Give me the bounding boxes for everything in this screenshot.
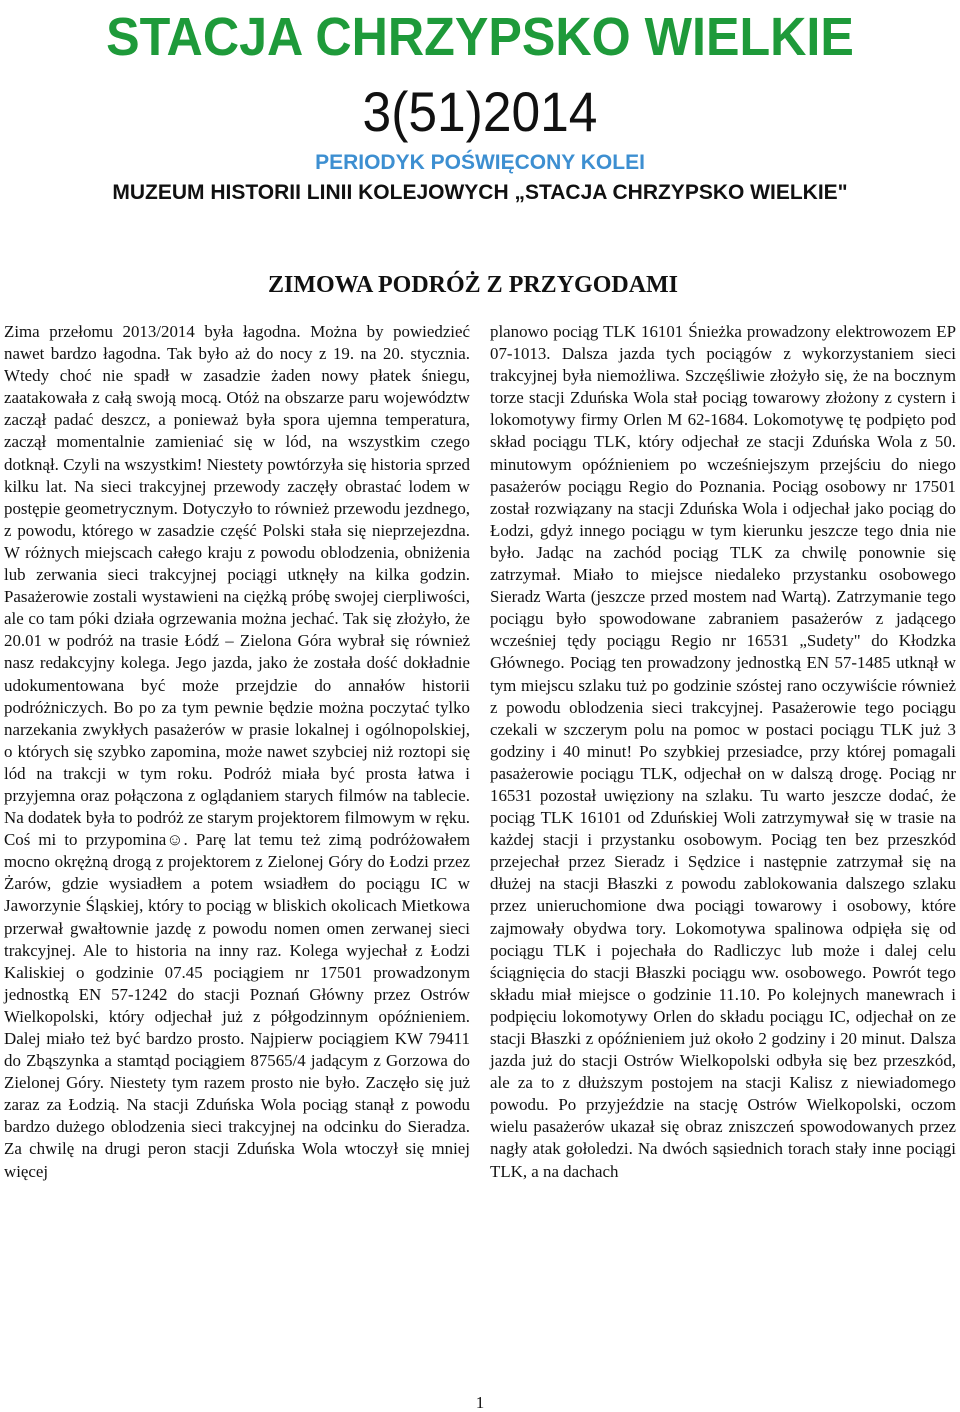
article-column-right: planowo pociąg TLK 16101 Śnieżka prowadzony elektrowozem EP 07-1013. Dalsza jazda tych pociągów z wykorzystaniem sieci trakcyjnej była niemożliwa. Szczęśliwie złożyło się, że na bocznym torze stacji Zduńska Wola stał pociąg towarowy złożony z cystern i lokomotywy firmy Orlen M 62-1684. Lokomotywę tę podpięto pod skład pociągu TLK, który odjechał ze stacji Zduńska Wola z 50. minutowym opóźnieniem po wcześniejszym przejściu do niego pasażerów pociągu Regio do Poznania. Pociąg osobowy nr 17501 został rozwiązany na stacji Zduńska Wola i odjechał jako pociąg do Łodzi, gdyż innego pociągu w tym kierunku jeszcze tego dnia nie było. Jadąc na zachód pociąg TLK za chwilę ponownie się zatrzymał. Miało to miejsce niedaleko przystanku osobowego Sieradz Warta (jeszcze przed mostem nad Wartą). Zatrzymanie tego pociągu było spowodowane zabraniem pasażerów z jadącego wcześniej tędy pociągu Regio nr 16531 „Sudety" do Kłodzka Głównego. Pociąg ten prowadzony jednostką EN 57-1485 utknął w tym miejscu szlaku tuż po godzinie szóstej rano oczywiście również z powodu oblodzenia sieci trakcyjnej. Pasażerowie tego pociągu czekali w szczerym polu na pomoc w postaci pociągu TLK już 3 godziny i 40 minut! Po szybkiej przesiadce, przy której pomagali pasażerowie pociągu TLK, odjechał on w dalszą drogę. Pociąg nr 16531 pozostał uwięziony na szlaku. Tu warto jeszcze dodać, że pociąg TLK 16101 od Zduńskiej Woli zatrzymywał się w trasie na każdej stacji i przystanku osobowym. Pociąg ten bez przeszkód przejechał przez Sieradz i Sędzice i następnie zatrzymał się na dłużej na stacji Błaszki z powodu zablokowania dalszego szlaku przez unieruchomione dwa pociągi towarowy i osobowy, które zajmowały obydwa tory. Lokomotywa spalinowa odpięła się od pociągu TLK i pojechała do Radliczyc lub może i dalej celu ściągnięcia do stacji Błaszki pociągu ww. osobowego. Powrót tego składu miał miejsce o godzinie 11.10. Po kolejnych manewrach i podpięciu lokomotywy Orlen do składu pociągu IC, odjechał on ze stacji Błaszki z opóźnieniem już około 2 godziny i 20 minut. Dalsza jazda już do stacji Ostrów Wielkopolski odbyła się bez przeszkód, ale za to z dłuższym postojem na stacji Kalisz z niewiadomego powodu. Po przyjeździe na stację Ostrów Wielkopolski, oczom wielu pasażerów ukazał się obraz zniszczeń spowodowanych przez nagły atak gołoledzi. Na dwóch sąsiednich torach stały inne pociągi TLK, a na dachach [490,322,956,1181]
article-title: ZIMOWA PODRÓŻ Z PRZYGODAMI [268,272,679,298]
newsletter-title: STACJA CHRZYPSKO WIELKIE [106,7,854,67]
issue-number: 3(51)2014 [362,80,598,143]
museum-name: MUZEUM HISTORII LINII KOLEJOWYCH „STACJA CHRZYPSKO WIELKIE" [112,181,848,204]
article-column-left: Zima przełomu 2013/2014 była łagodna. Można by powiedzieć nawet bardzo łagodna. Tak było aż do nocy z 19. na 20. stycznia. Wtedy choć nie spadł w zasadzie żaden nowy płatek śniegu, zaatakowała z całą swoją mocą. Otóż na obszarze paru województw zaczął padać deszcz, a ponieważ była spora ujemna temperatura, zaczął momentalnie zamieniać się w lód, na wszystkim czego dotknął. Czyli na wszystkim! Niestety powtórzyła się historia sprzed kilku lat. Na sieci trakcyjnej przewody zaczęły obrastać lodem w postępie geometrycznym. Dotyczyło to również przewodu jezdnego, z powodu, którego w zasadzie część Polski stała się nieprzejezdna. W różnych miejscach całego kraju z powodu oblodzenia, obniżenia lub zerwania sieci trakcyjnej pociągi utknęły na kilka godzin. Pasażerowie zostali wystawieni na ciężką próbę swojej cierpliwości, ale co tam póki działa ogrzewania można jechać. Tak się złożyło, że 20.01 w podróż na trasie Łódź – Zielona Góra wybrał się również nasz redakcyjny kolega. Jego jazda, jako że została dość dokładnie udokumentowana być może przejdzie do annałów historii podróżniczych. Bo po za tym pewnie będzie można poczytać tylko narzekania zwykłych pasażerów w prasie lokalnej i ogólnopolskiej, o których się szybko zapomina, może nawet szybciej niż roztopi się lód na trakcji w tym roku. Podróż miała być prosta łatwa i przyjemna oraz połączona z oglądaniem starych filmów na tablecie. Na dodatek była to podróż ze starym projektorem filmowym w ręku. Coś mi to przypomina☺. Parę lat temu też zimą podróżowałem mocno okrężną drogą z projektorem z Zielonej Góry do Łodzi przez Żarów, gdzie wysiadłem a potem wsiadłem do pociągu IC w Jaworzynie Śląskiej, który to pociąg w bliskich okolicach Mietkowa przerwał gwałtownie jazdę z powodu nomen omen zerwanej sieci trakcyjnej. Ale to historia na inny raz. Kolega wyjechał z Łodzi Kaliskiej o godzinie 07.45 pociągiem nr 17501 prowadzonym jednostką EN 57-1242 do stacji Poznań Główny przez Ostrów Wielkopolski, który odjechał już z półgodzinnym opóźnieniem. Dalej miało też być bardzo prosto. Najpierw pociągiem KW 79411 do Zbąszynka a stamtąd pociągiem 87565/4 jadącym z Gorzowa do Zielonej Góry. Niestety tym razem prosto nie było. Zaczęło się już zaraz za Łodzią. Na stacji Zduńska Wola pociąg stanął z powodu bardzo dużego oblodzenia sieci trakcyjnej na odcinku do Sieradza. Za chwilę na drugi peron stacji Zduńska Wola wtoczył się mniej więcej [4,322,470,1181]
periodical-subtitle: PERIODYK POŚWIĘCONY KOLEI [315,151,645,174]
page-number: 1 [475,1393,485,1412]
